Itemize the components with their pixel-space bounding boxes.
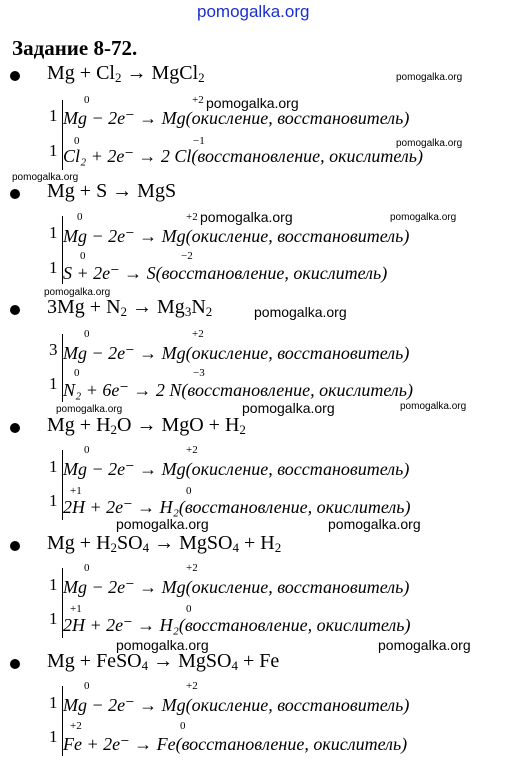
ox-state: 0 <box>77 211 83 223</box>
ox-state: +2 <box>186 211 198 223</box>
reduction-half-reaction: N₂ + 6e⁻ → 2 N(восстановление, окислитель) <box>63 380 413 400</box>
oxidation-half-reaction: Mg − 2e⁻ → Mg(окисление, восстановитель) <box>63 695 410 715</box>
coefficient: 1 <box>49 374 58 393</box>
watermark: pomogalka.org <box>200 209 293 225</box>
reduction-half-reaction: Fe + 2e⁻ → Fe(восстановление, окислитель) <box>63 734 408 754</box>
watermark: pomogalka.org <box>116 516 209 532</box>
watermark: pomogalka.org <box>400 401 467 412</box>
ox-state: +2 <box>192 94 204 106</box>
watermark: pomogalka.org <box>396 72 463 83</box>
ox-state: +2 <box>70 720 82 732</box>
oxidation-half-reaction: Mg − 2e⁻ → Mg(окисление, восстановитель) <box>63 226 410 246</box>
ox-state: −3 <box>193 367 205 379</box>
page-title: Задание 8-72. <box>12 36 138 60</box>
reduction-half-reaction: Cl₂ + 2e⁻ → 2 Cl(восстановление, окислитель) <box>63 146 423 166</box>
bullet <box>10 423 20 433</box>
bullet <box>10 189 20 199</box>
ox-state: 0 <box>84 444 90 456</box>
watermark: pomogalka.org <box>242 400 335 416</box>
watermark: pomogalka.org <box>390 212 457 223</box>
watermark: pomogalka.org <box>396 138 463 149</box>
bullet <box>10 541 20 551</box>
watermark: pomogalka.org <box>44 287 111 298</box>
reduction-half-reaction: 2H + 2e⁻ → H₂(восстановление, окислитель) <box>63 615 411 635</box>
oxidation-half-reaction: Mg − 2e⁻ → Mg(окисление, восстановитель) <box>63 459 410 479</box>
coefficient: 1 <box>49 106 58 125</box>
bullet <box>10 659 20 669</box>
coefficient: 1 <box>49 609 58 628</box>
coefficient: 1 <box>49 727 58 746</box>
watermark: pomogalka.org <box>378 637 471 653</box>
oxidation-half-reaction: Mg − 2e⁻ → Mg(окисление, восстановитель) <box>63 108 410 128</box>
ox-state: +1 <box>70 485 82 497</box>
ox-state: 0 <box>74 367 80 379</box>
coefficient: 1 <box>49 258 58 277</box>
watermark: pomogalka.org <box>254 304 347 320</box>
ox-state: −2 <box>181 250 193 262</box>
reduction-half-reaction: 2H + 2e⁻ → H₂(восстановление, окислитель) <box>63 497 411 517</box>
watermark: pomogalka.org <box>56 404 123 415</box>
ox-state: +2 <box>186 680 198 692</box>
ox-state: 0 <box>84 94 90 106</box>
coefficient: 1 <box>49 141 58 160</box>
oxidation-half-reaction: Mg − 2e⁻ → Mg(окисление, восстановитель) <box>63 343 410 363</box>
coefficient: 3 <box>49 340 58 359</box>
ox-state: −1 <box>193 135 205 147</box>
equation: $3Mg + N_2 \to Mg_3N_2$ <box>47 296 213 319</box>
reduction-half-reaction: S + 2e⁻ → S(восстановление, окислитель) <box>63 263 388 283</box>
ox-state: 0 <box>186 603 192 615</box>
ox-state: 0 <box>84 328 90 340</box>
ox-state: 0 <box>180 720 186 732</box>
bullet <box>10 305 20 315</box>
ox-state: +2 <box>186 444 198 456</box>
coefficient: 1 <box>49 575 58 594</box>
ox-state: 0 <box>74 135 80 147</box>
oxidation-half-reaction: Mg − 2e⁻ → Mg(окисление, восстановитель) <box>63 577 410 597</box>
watermark: pomogalka.org <box>116 637 209 653</box>
coefficient: 1 <box>49 457 58 476</box>
equation: $Mg + H_2O$ → MgO + $H_2$ <box>47 414 246 437</box>
watermark-top: pomogalka.org <box>197 2 310 21</box>
watermark: pomogalka.org <box>328 516 421 532</box>
ox-state: 0 <box>80 250 86 262</box>
bullet <box>10 71 20 81</box>
equation: $Mg + H_2SO_4$ → MgSO$_4$ + $H_2$ <box>47 532 282 555</box>
ox-state: 0 <box>186 485 192 497</box>
ox-state: 0 <box>84 562 90 574</box>
equation: Mg + FeSO$_4$ → MgSO$_4$ + Fe <box>47 650 280 673</box>
watermark: pomogalka.org <box>12 172 79 183</box>
coefficient: 1 <box>49 223 58 242</box>
ox-state: +1 <box>70 603 82 615</box>
ox-state: +2 <box>192 328 204 340</box>
equation: $Mg + Cl_2$ → MgCl$_2$ <box>47 62 205 85</box>
watermark: pomogalka.org <box>206 95 299 111</box>
coefficient: 1 <box>49 491 58 510</box>
equation: Mg + S → MgS <box>47 180 177 202</box>
ox-state: 0 <box>84 680 90 692</box>
ox-state: +2 <box>186 562 198 574</box>
coefficient: 1 <box>49 693 58 712</box>
